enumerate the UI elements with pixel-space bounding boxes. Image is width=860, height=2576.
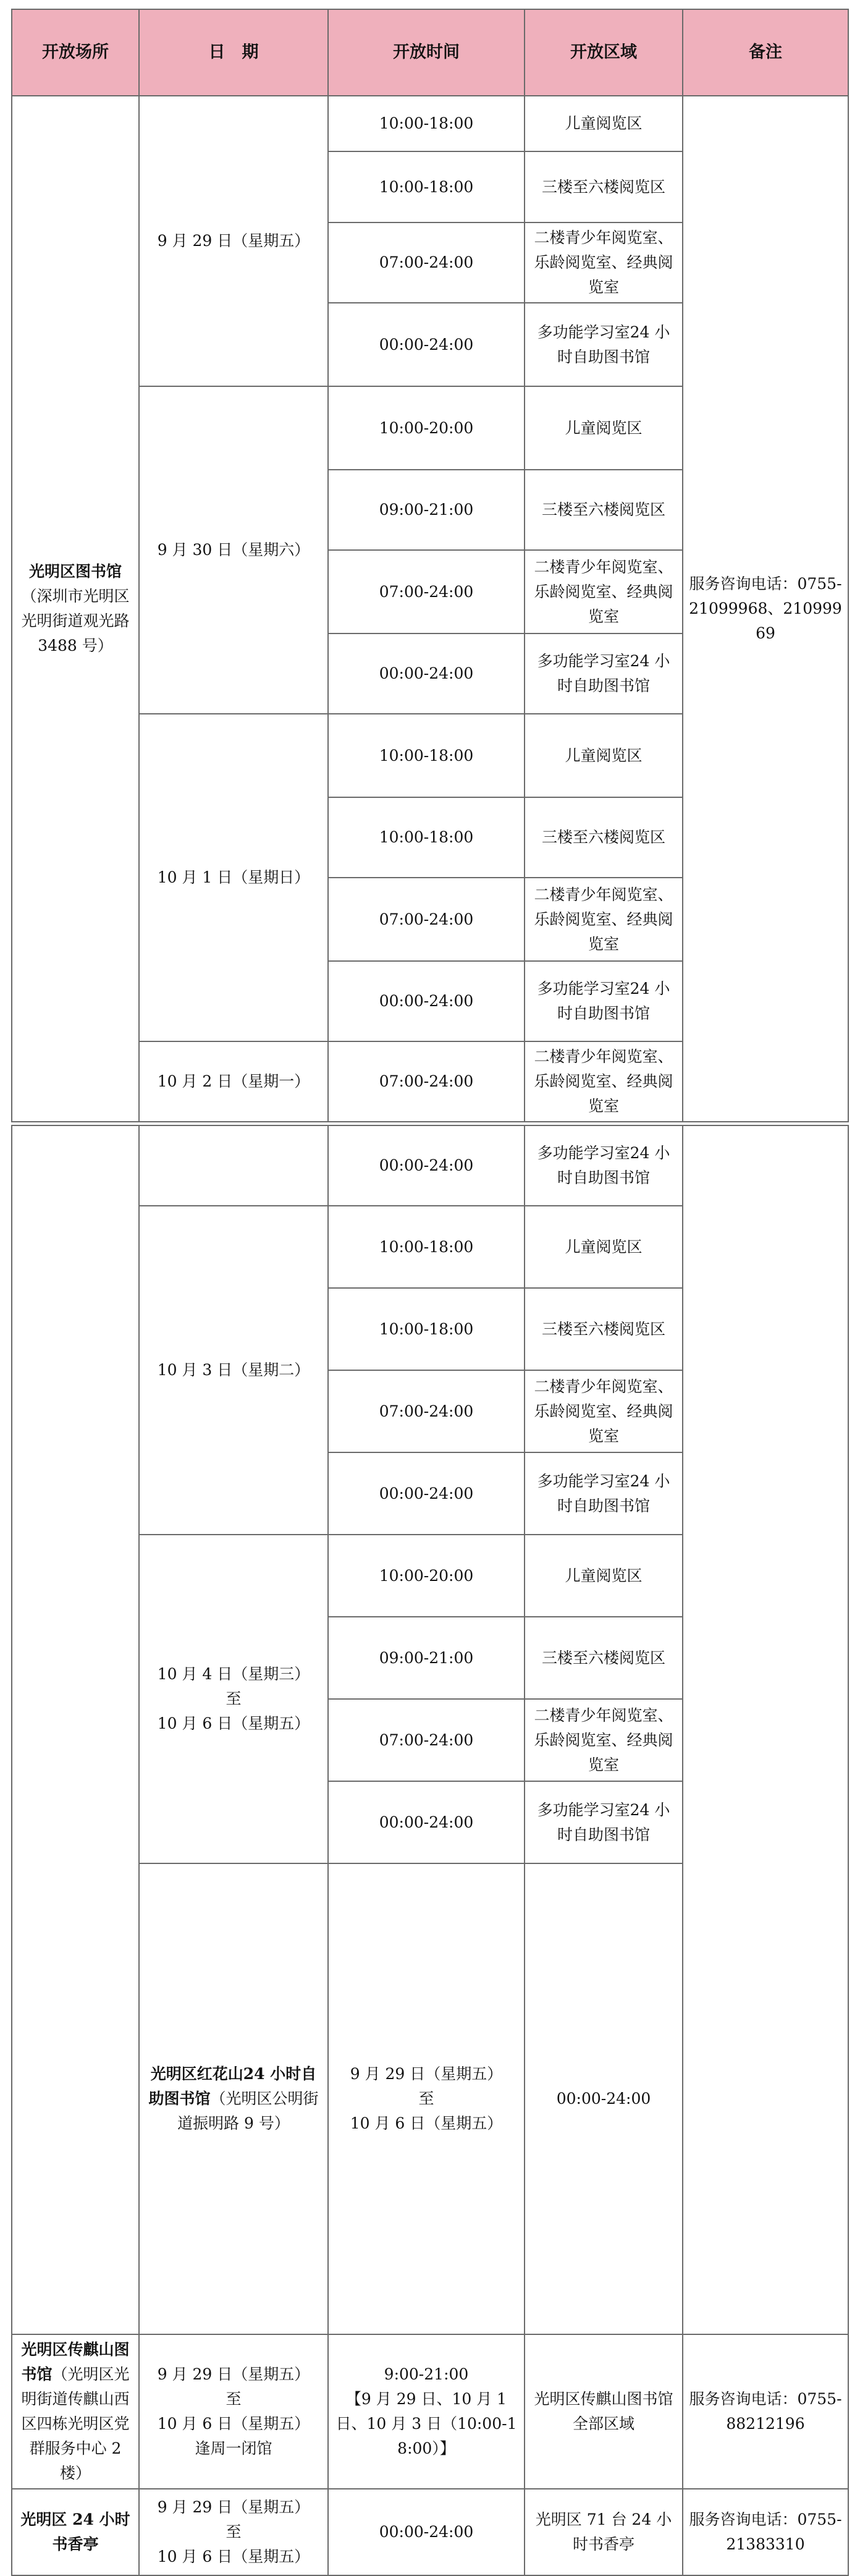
- venue-name: 光明区传麒山图书馆: [21, 2341, 130, 2383]
- open-time: 10:00-18:00: [328, 1288, 525, 1370]
- open-time: 00:00-24:00: [328, 1781, 525, 1863]
- open-time: 07:00-24:00: [328, 222, 525, 303]
- schedule-table-part-1: [11, 9, 849, 1122]
- venue-address: （光明区公明街道振明路 9 号）: [177, 2090, 319, 2132]
- table-row-bookstall: [12, 2489, 848, 2575]
- open-time: 10:00-18:00: [328, 797, 525, 878]
- open-area: 三楼至六楼阅览区: [525, 1617, 683, 1699]
- date-cell-empty: [139, 1125, 328, 1206]
- open-area: 二楼青少年阅览室、乐龄阅览室、经典阅览室: [525, 878, 683, 961]
- date-to-word: 至: [418, 2090, 434, 2108]
- open-area: 二楼青少年阅览室、乐龄阅览室、经典阅览室: [525, 222, 683, 303]
- open-time: 09:00-21:00: [328, 470, 525, 550]
- remark-cell: 服务咨询电话：0755-21383310: [683, 2489, 848, 2575]
- open-area: 儿童阅览区: [525, 96, 683, 151]
- remark-cell-library-cont: [683, 1125, 848, 2334]
- date-to: 10 月 6 日（星期五）: [350, 2114, 503, 2132]
- date-to: 10 月 6 日（星期五）: [157, 2548, 310, 2565]
- header-time: 开放时间: [328, 9, 525, 96]
- open-area: 二楼青少年阅览室、乐龄阅览室、经典阅览室: [525, 1370, 683, 1452]
- date-from: 9 月 29 日（星期五）: [157, 2498, 310, 2516]
- open-area: 多功能学习室24 小时自助图书馆: [525, 1452, 683, 1535]
- open-area: 儿童阅览区: [525, 386, 683, 470]
- date-from: 10 月 4 日（星期三）: [157, 1665, 310, 1683]
- open-time: 10:00-18:00: [328, 714, 525, 797]
- venue-cell-bookstall: [12, 2489, 139, 2575]
- open-time: 09:00-21:00: [328, 1617, 525, 1699]
- date-cell: 10 月 3 日（星期二）: [139, 1206, 328, 1535]
- table-row: [12, 1125, 848, 1206]
- open-time: 00:00-24:00: [328, 961, 525, 1041]
- date-cell-range: [139, 2489, 328, 2575]
- open-time: 00:00-24:00: [328, 303, 525, 386]
- remark-cell: 服务咨询电话：0755-88212196: [683, 2334, 848, 2489]
- open-area: 二楼青少年阅览室、乐龄阅览室、经典阅览室: [525, 1699, 683, 1781]
- date-from: 9 月 29 日（星期五）: [350, 2065, 503, 2083]
- table-row: [12, 96, 848, 151]
- date-cell-range: [139, 1535, 328, 1863]
- open-time: 00:00-24:00: [328, 1125, 525, 1206]
- open-area: 三楼至六楼阅览区: [525, 151, 683, 222]
- header-remark: 备注: [683, 9, 848, 96]
- open-time: 07:00-24:00: [328, 550, 525, 633]
- date-note: 逢周一闭馆: [195, 2439, 272, 2457]
- date-to: 10 月 6 日（星期五）: [157, 1714, 310, 1732]
- open-area: 三楼至六楼阅览区: [525, 1288, 683, 1370]
- date-cell: 10 月 1 日（星期日）: [139, 714, 328, 1041]
- open-time: 10:00-18:00: [328, 96, 525, 151]
- open-area: 二楼青少年阅览室、乐龄阅览室、经典阅览室: [525, 1041, 683, 1122]
- open-area: 多功能学习室24 小时自助图书馆: [525, 961, 683, 1041]
- open-time: 07:00-24:00: [328, 1041, 525, 1122]
- date-cell-range: [328, 1863, 525, 2334]
- venue-cell-honghuashan: [139, 1863, 328, 2334]
- remark-cell-library: 服务咨询电话：0755-21099968、21099969: [683, 96, 848, 1122]
- open-area: 多功能学习室24 小时自助图书馆: [525, 1781, 683, 1863]
- open-time: 07:00-24:00: [328, 1370, 525, 1452]
- venue-name: 光明区红花山24 小时自助图书馆: [148, 2065, 317, 2108]
- schedule-table-part-2: [11, 1125, 849, 2576]
- open-time-note: 【9 月 29 日、10 月 1 日、10 月 3 日（10:00-18:00）】: [335, 2390, 517, 2457]
- open-time: 00:00-24:00: [328, 2489, 525, 2575]
- open-area: 光明区传麒山图书馆全部区域: [525, 2334, 683, 2489]
- open-time: 9:00-21:00: [384, 2365, 469, 2383]
- open-time: 07:00-24:00: [328, 1699, 525, 1781]
- open-time: 00:00-24:00: [328, 633, 525, 714]
- open-area: 多功能学习室24 小时自助图书馆: [525, 633, 683, 714]
- venue-name: 光明区图书馆: [28, 562, 122, 580]
- open-time: 07:00-24:00: [328, 878, 525, 961]
- date-to-word: 至: [226, 2390, 242, 2408]
- date-cell: 9 月 29 日（星期五）: [139, 96, 328, 386]
- date-to: 10 月 6 日（星期五）: [157, 2415, 310, 2433]
- venue-name: 光明区 24 小时书香亭: [20, 2510, 130, 2553]
- date-from: 9 月 29 日（星期五）: [157, 2365, 310, 2383]
- header-venue: 开放场所: [12, 9, 139, 96]
- venue-cell-chuanqishan: [12, 2334, 139, 2489]
- open-area: 儿童阅览区: [525, 714, 683, 797]
- date-cell-range: [139, 2334, 328, 2489]
- venue-address: （深圳市光明区光明街道观光路 3488 号）: [21, 587, 130, 655]
- open-area: 多功能学习室24 小时自助图书馆: [525, 303, 683, 386]
- open-time: 10:00-18:00: [328, 151, 525, 222]
- open-time: 00:00-24:00: [328, 1452, 525, 1535]
- open-area: 多功能学习室24 小时自助图书馆: [525, 1125, 683, 1206]
- venue-cell-library: [12, 96, 139, 1122]
- open-area: 三楼至六楼阅览区: [525, 797, 683, 878]
- open-time: 10:00-20:00: [328, 1535, 525, 1617]
- date-cell: 9 月 30 日（星期六）: [139, 386, 328, 714]
- table-row-chuanqishan: [12, 2334, 848, 2489]
- open-area: 光明区 71 台 24 小时书香亭: [525, 2489, 683, 2575]
- open-area: 二楼青少年阅览室、乐龄阅览室、经典阅览室: [525, 550, 683, 633]
- date-to-word: 至: [226, 2523, 242, 2541]
- open-time: 00:00-24:00: [525, 1863, 683, 2334]
- header-area: 开放区域: [525, 9, 683, 96]
- date-to-word: 至: [226, 1690, 242, 1708]
- header-date: 日 期: [139, 9, 328, 96]
- open-area: 儿童阅览区: [525, 1535, 683, 1617]
- open-area: 三楼至六楼阅览区: [525, 470, 683, 550]
- header-row: [12, 9, 848, 96]
- open-time: 10:00-18:00: [328, 1206, 525, 1288]
- venue-cell-library-cont: [12, 1125, 139, 2334]
- open-time: 10:00-20:00: [328, 386, 525, 470]
- venue-address: （光明区光明街道传麒山西区四栋光明区党群服务中心 2 楼）: [21, 2365, 130, 2482]
- date-cell: 10 月 2 日（星期一）: [139, 1041, 328, 1122]
- open-time-cell: [328, 2334, 525, 2489]
- open-area: 儿童阅览区: [525, 1206, 683, 1288]
